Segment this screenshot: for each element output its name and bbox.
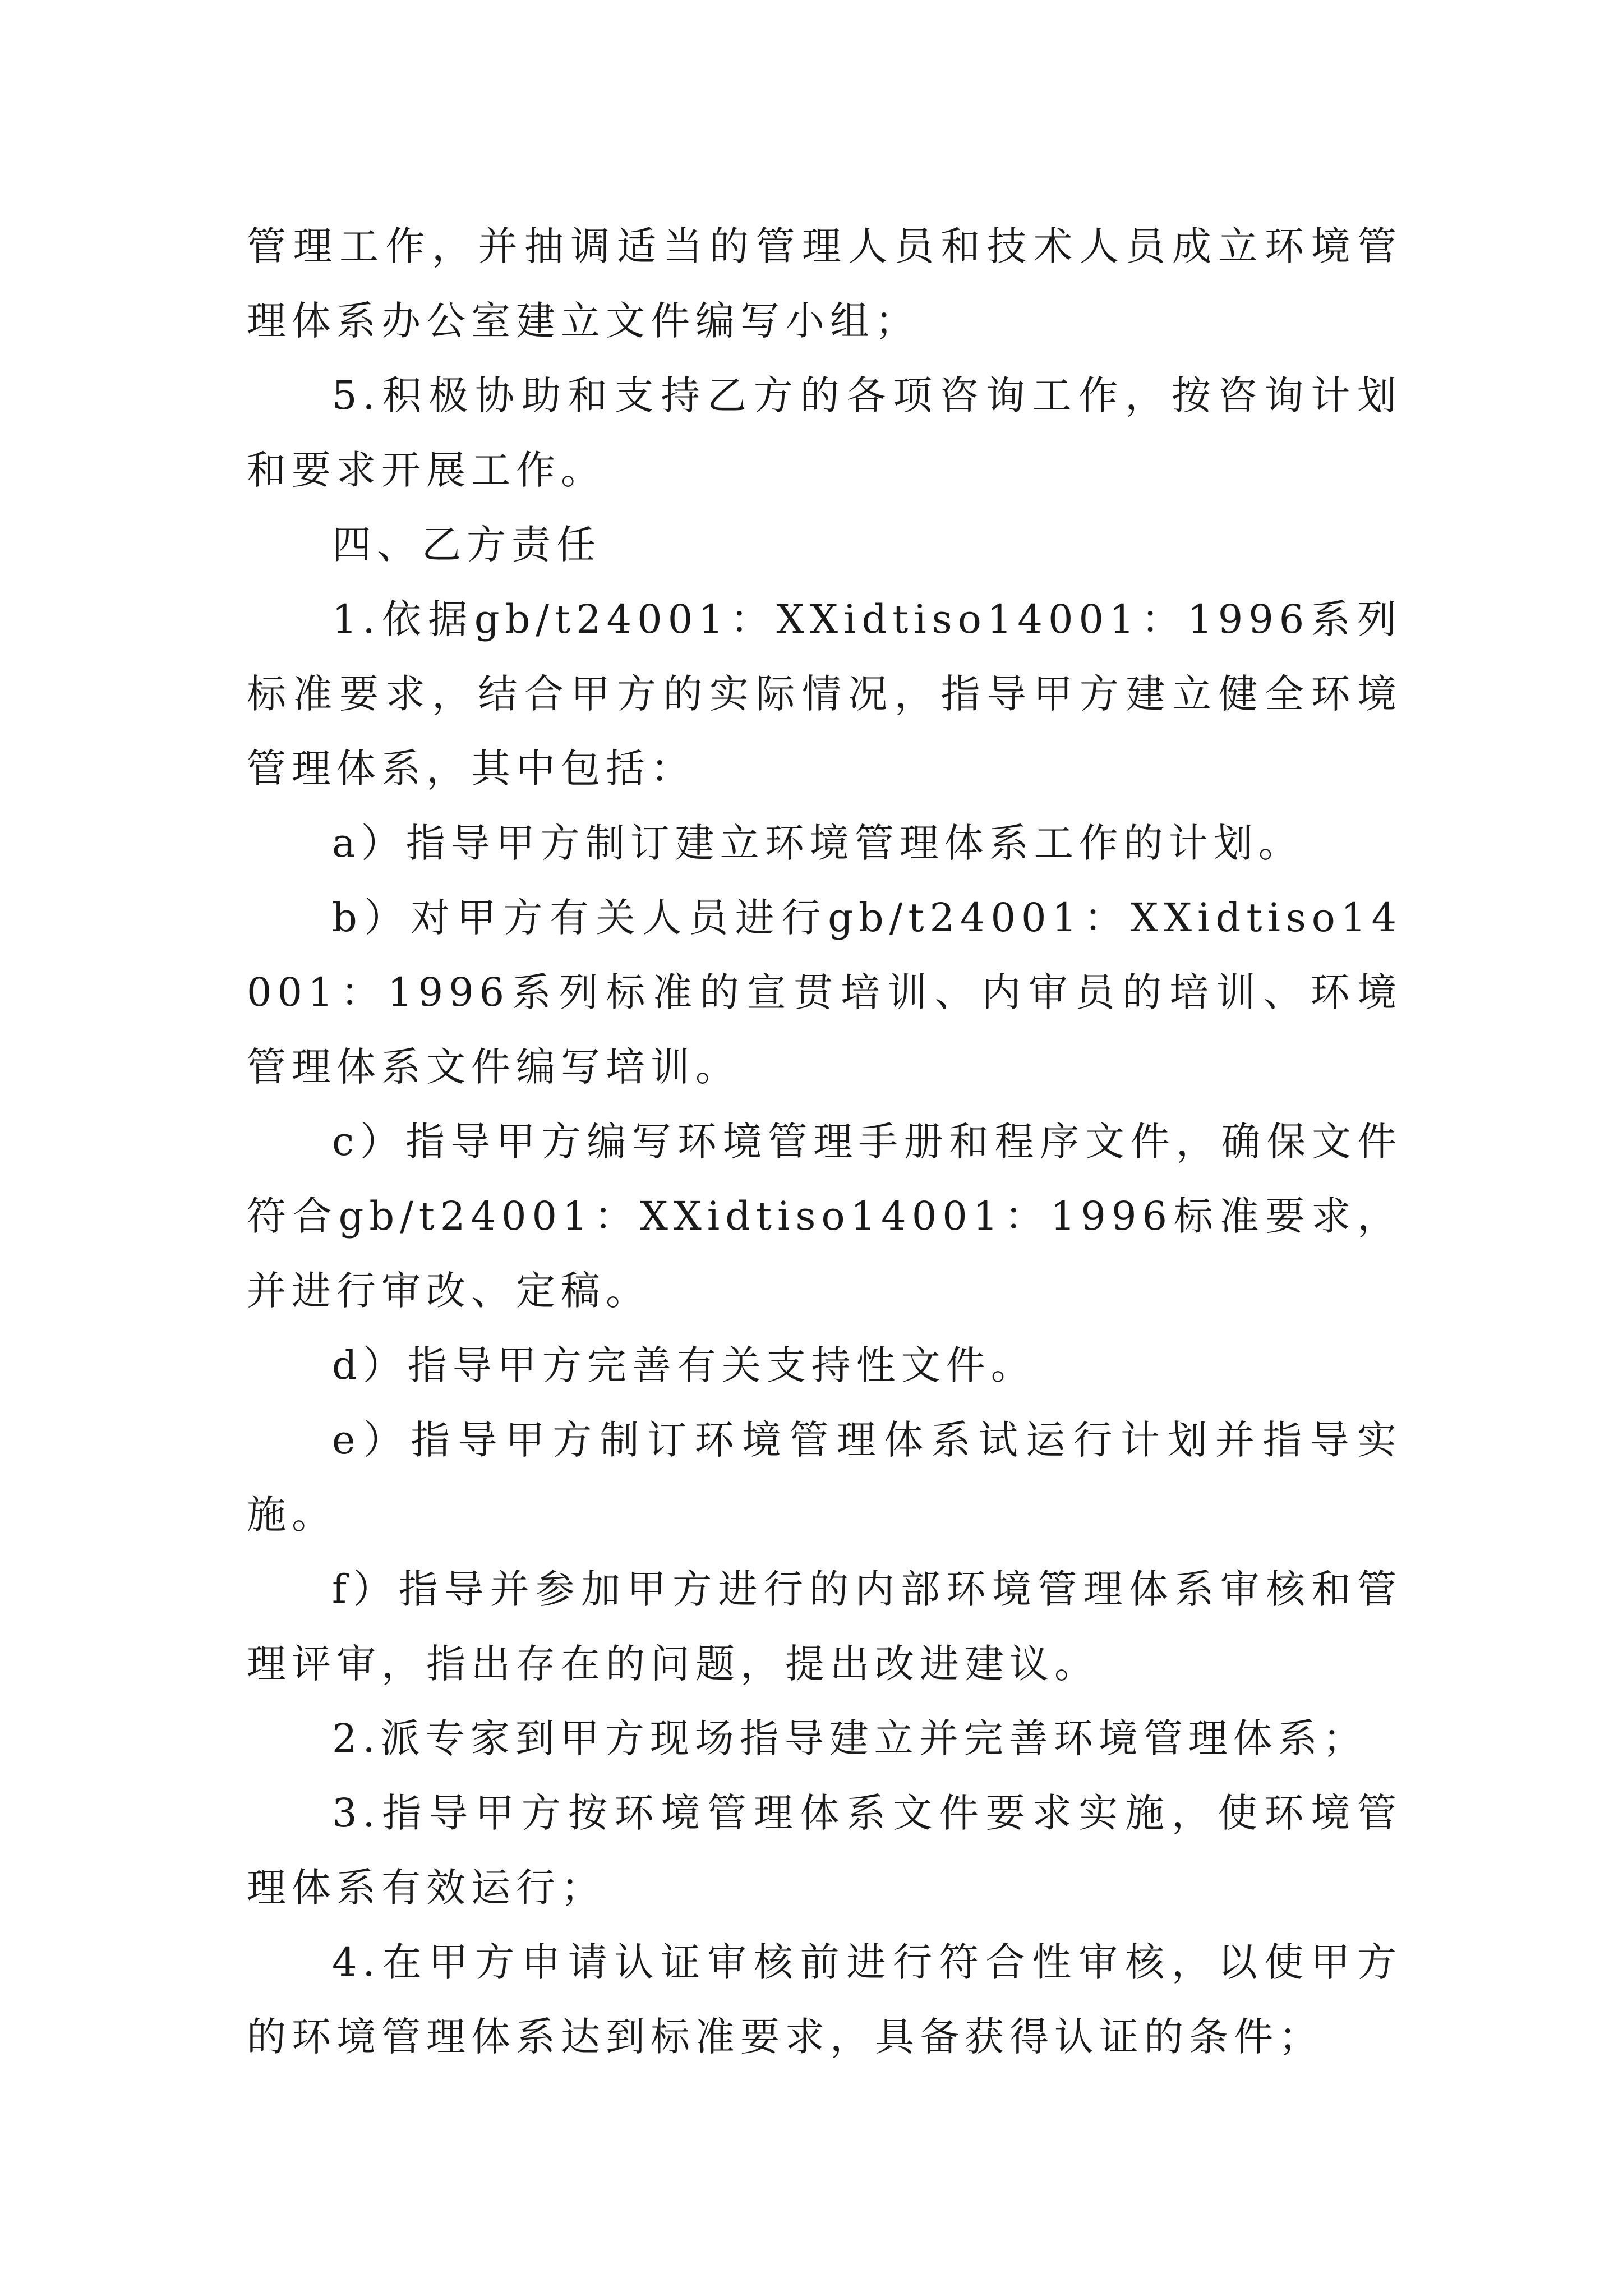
paragraph-item-4: 4.在甲方申请认证审核前进行符合性审核，以使甲方的环境管理体系达到标准要求，具备获得认证的条件； bbox=[247, 1939, 1402, 2060]
paragraph-item-1: 1.依据gb/t24001：XXidtiso14001：1996系列标准要求，结合甲方的实际情况，指导甲方建立健全环境管理体系，其中包括： bbox=[247, 596, 1402, 792]
paragraph-subitem-d: d）指导甲方完善有关支持性文件。 bbox=[332, 1342, 1036, 1388]
paragraph-item-5: 5.积极协助和支持乙方的各项咨询工作，按咨询计划和要求开展工作。 bbox=[247, 372, 1402, 493]
paragraph-subitem-c: c）指导甲方编写环境管理手册和程序文件，确保文件符合gb/t24001：XXidtiso14001：1996标准要求，并进行审改、定稿。 bbox=[247, 1119, 1402, 1314]
paragraph-item-3: 3.指导甲方按环境管理体系文件要求实施，使环境管理体系有效运行； bbox=[247, 1790, 1402, 1911]
document-body bbox=[247, 209, 1402, 2074]
paragraph-subitem-a: a）指导甲方制订建立环境管理体系工作的计划。 bbox=[332, 820, 1303, 866]
paragraph-item-2: 2.派专家到甲方现场指导建立并完善环境管理体系； bbox=[332, 1715, 1368, 1761]
paragraph-subitem-f: f）指导并参加甲方进行的内部环境管理体系审核和管理评审，指出存在的问题，提出改进建议。 bbox=[247, 1566, 1402, 1687]
paragraph-subitem-e: e）指导甲方制订环境管理体系试运行计划并指导实施。 bbox=[247, 1417, 1402, 1538]
paragraph-continuation: 管理工作，并抽调适当的管理人员和技术人员成立环境管理体系办公室建立文件编写小组； bbox=[247, 223, 1402, 344]
section-heading-party-b-responsibility: 四、乙方责任 bbox=[332, 522, 601, 568]
paragraph-subitem-b: b）对甲方有关人员进行gb/t24001：XXidtiso14001：1996系列标准的宣贯培训、内审员的培训、环境管理体系文件编写培训。 bbox=[247, 895, 1402, 1090]
